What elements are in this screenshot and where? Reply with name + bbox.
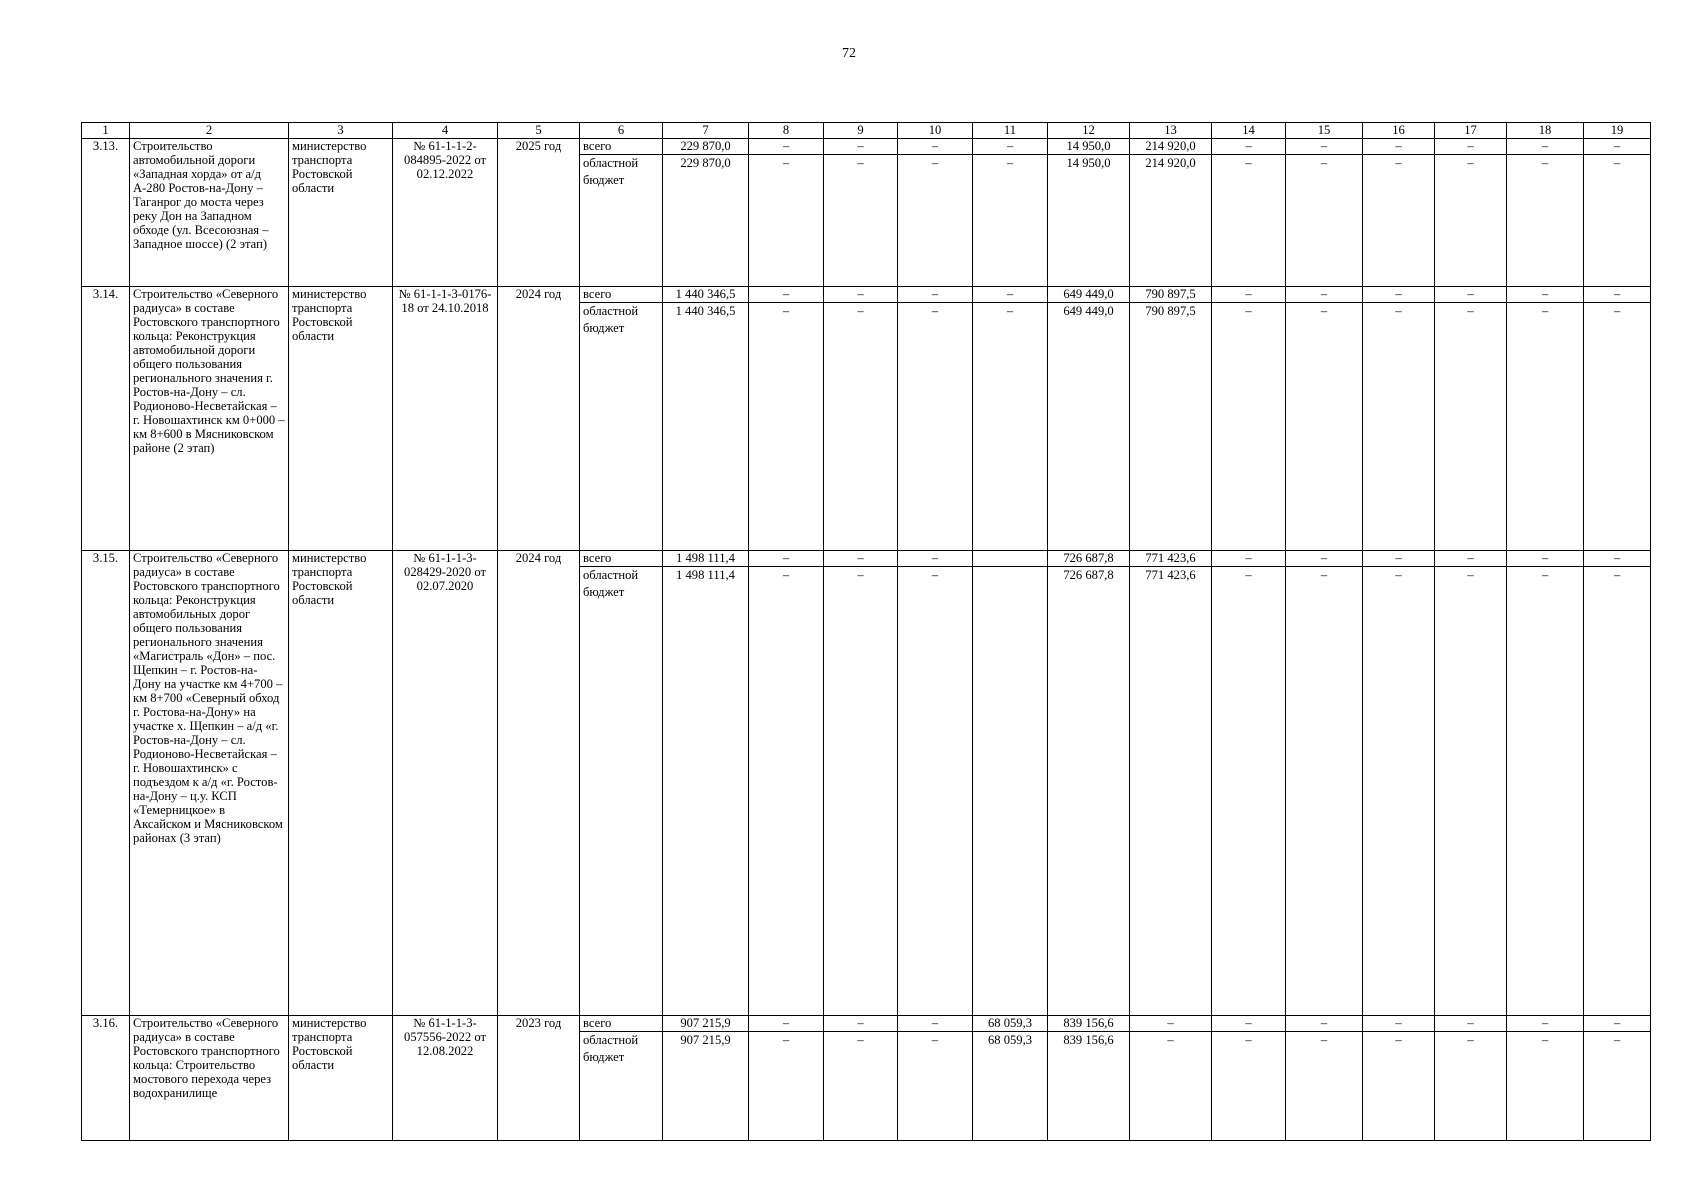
- amount-cell: 907 215,9: [663, 1016, 749, 1032]
- header-cell: 15: [1286, 123, 1363, 139]
- completion-year: 2024 год: [498, 551, 580, 1016]
- amount-cell: –: [1435, 287, 1507, 303]
- amount-cell: –: [1507, 303, 1584, 551]
- amount-cell: –: [973, 303, 1048, 551]
- amount-cell: 649 449,0: [1048, 303, 1130, 551]
- amount-cell: –: [973, 287, 1048, 303]
- amount-cell: –: [1584, 287, 1651, 303]
- responsible-org: министерство транспорта Ростовской области: [289, 287, 393, 551]
- amount-cell: –: [1435, 139, 1507, 155]
- amount-cell: –: [1212, 551, 1286, 567]
- funding-source: областной бюджет: [580, 155, 663, 287]
- amount-cell: –: [749, 567, 824, 1016]
- amount-cell: –: [898, 1016, 973, 1032]
- amount-cell: –: [1584, 155, 1651, 287]
- amount-cell: –: [1363, 1016, 1435, 1032]
- funding-source: всего: [580, 1016, 663, 1032]
- header-cell: 17: [1435, 123, 1507, 139]
- amount-cell: –: [824, 551, 898, 567]
- amount-cell: –: [1286, 1016, 1363, 1032]
- header-cell: 19: [1584, 123, 1651, 139]
- amount-cell: –: [1130, 1016, 1212, 1032]
- expertise-doc: № 61-1-1-2-084895-2022 от 02.12.2022: [393, 139, 498, 287]
- object-name: Строительство автомобильной дороги «Западная хорда» от а/д А-280 Ростов-на-Дону – Таганрог до моста через реку Дон на Западном обходе (ул. Всесоюзная – Западное шоссе) (2 этап): [130, 139, 289, 287]
- completion-year: 2023 год: [498, 1016, 580, 1141]
- header-cell: 6: [580, 123, 663, 139]
- amount-cell: –: [1363, 567, 1435, 1016]
- amount-cell: –: [898, 303, 973, 551]
- header-cell: 18: [1507, 123, 1584, 139]
- amount-cell: –: [1435, 567, 1507, 1016]
- amount-cell: [973, 567, 1048, 1016]
- amount-cell: –: [1507, 139, 1584, 155]
- amount-cell: –: [1435, 1032, 1507, 1141]
- header-cell: 1: [82, 123, 130, 139]
- table-row: [82, 1016, 1651, 1032]
- amount-cell: –: [1286, 303, 1363, 551]
- table-row: [82, 551, 1651, 567]
- amount-cell: 771 423,6: [1130, 567, 1212, 1016]
- amount-cell: –: [1584, 1032, 1651, 1141]
- header-cell: 9: [824, 123, 898, 139]
- amount-cell: –: [1286, 155, 1363, 287]
- amount-cell: 907 215,9: [663, 1032, 749, 1141]
- amount-cell: –: [1435, 1016, 1507, 1032]
- amount-cell: –: [1507, 551, 1584, 567]
- amount-cell: –: [1130, 1032, 1212, 1141]
- amount-cell: –: [1212, 1032, 1286, 1141]
- amount-cell: 214 920,0: [1130, 139, 1212, 155]
- amount-cell: –: [824, 567, 898, 1016]
- amount-cell: –: [1584, 1016, 1651, 1032]
- amount-cell: –: [1435, 155, 1507, 287]
- amount-cell: –: [749, 1016, 824, 1032]
- amount-cell: –: [1507, 287, 1584, 303]
- amount-cell: 649 449,0: [1048, 287, 1130, 303]
- expertise-doc: № 61-1-1-3-057556-2022 от 12.08.2022: [393, 1016, 498, 1141]
- amount-cell: –: [1286, 567, 1363, 1016]
- row-number: 3.13.: [82, 139, 130, 287]
- amount-cell: –: [749, 287, 824, 303]
- responsible-org: министерство транспорта Ростовской области: [289, 551, 393, 1016]
- amount-cell: –: [749, 1032, 824, 1141]
- amount-cell: –: [1286, 287, 1363, 303]
- amount-cell: 68 059,3: [973, 1016, 1048, 1032]
- header-cell: 16: [1363, 123, 1435, 139]
- amount-cell: 14 950,0: [1048, 155, 1130, 287]
- amount-cell: 839 156,6: [1048, 1032, 1130, 1141]
- amount-cell: –: [898, 287, 973, 303]
- amount-cell: 839 156,6: [1048, 1016, 1130, 1032]
- amount-cell: –: [1584, 551, 1651, 567]
- amount-cell: –: [1507, 1032, 1584, 1141]
- header-cell: 11: [973, 123, 1048, 139]
- amount-cell: –: [1212, 303, 1286, 551]
- amount-cell: –: [1435, 303, 1507, 551]
- funding-source: всего: [580, 287, 663, 303]
- amount-cell: 1 440 346,5: [663, 303, 749, 551]
- amount-cell: –: [1435, 551, 1507, 567]
- amount-cell: –: [1212, 1016, 1286, 1032]
- amount-cell: 229 870,0: [663, 155, 749, 287]
- page-number: 72: [842, 46, 856, 61]
- amount-cell: –: [973, 155, 1048, 287]
- amount-cell: –: [1507, 1016, 1584, 1032]
- header-cell: 3: [289, 123, 393, 139]
- amount-cell: –: [1286, 551, 1363, 567]
- amount-cell: 1 440 346,5: [663, 287, 749, 303]
- amount-cell: 790 897,5: [1130, 287, 1212, 303]
- amount-cell: 1 498 111,4: [663, 551, 749, 567]
- amount-cell: –: [1363, 551, 1435, 567]
- amount-cell: 68 059,3: [973, 1032, 1048, 1141]
- row-number: 3.14.: [82, 287, 130, 551]
- header-cell: 8: [749, 123, 824, 139]
- header-cell: 14: [1212, 123, 1286, 139]
- funding-source: областной бюджет: [580, 303, 663, 551]
- amount-cell: –: [898, 1032, 973, 1141]
- amount-cell: 1 498 111,4: [663, 567, 749, 1016]
- amount-cell: –: [749, 139, 824, 155]
- amount-cell: –: [824, 1032, 898, 1141]
- amount-cell: 14 950,0: [1048, 139, 1130, 155]
- amount-cell: –: [898, 567, 973, 1016]
- amount-cell: –: [1363, 287, 1435, 303]
- funding-source: областной бюджет: [580, 1032, 663, 1141]
- header-cell: 10: [898, 123, 973, 139]
- amount-cell: –: [749, 303, 824, 551]
- amount-cell: 726 687,8: [1048, 567, 1130, 1016]
- amount-cell: –: [1212, 567, 1286, 1016]
- amount-cell: –: [824, 139, 898, 155]
- completion-year: 2025 год: [498, 139, 580, 287]
- table-row: [82, 287, 1651, 303]
- amount-cell: –: [1212, 139, 1286, 155]
- amount-cell: –: [1363, 303, 1435, 551]
- amount-cell: –: [1363, 155, 1435, 287]
- funding-source: всего: [580, 139, 663, 155]
- amount-cell: –: [824, 1016, 898, 1032]
- amount-cell: –: [1212, 287, 1286, 303]
- header-cell: 4: [393, 123, 498, 139]
- object-name: Строительство «Северного радиуса» в составе Ростовского транспортного кольца: Реконструкция автомобильной дороги общего пользования регионального значения г. Ростов-на-Дону – сл. Родионово-Несветайская – г. Новошахтинск км 0+000 – км 8+600 в Мясниковском районе (2 этап): [130, 287, 289, 551]
- amount-cell: 726 687,8: [1048, 551, 1130, 567]
- responsible-org: министерство транспорта Ростовской области: [289, 139, 393, 287]
- object-name: Строительство «Северного радиуса» в составе Ростовского транспортного кольца: Реконструкция автомобильных дорог общего пользования регионального значения «Магистраль «Дон» – пос. Щепкин – г. Ростов-на-Дону на участке км 4+700 – км 8+700 «Северный обход г. Ростова-на-Дону» на участке х. Щепкин – а/д «г. Ростов-на-Дону – сл. Родионово-Несветайская – г. Новошахтинск» с подъездом к а/д «г. Ростов-на-Дону – ц.у. КСП «Темерницкое» в Аксайском и Мясниковском районах (3 этап): [130, 551, 289, 1016]
- header-row: [82, 123, 1651, 139]
- amount-cell: 214 920,0: [1130, 155, 1212, 287]
- amount-cell: –: [1584, 303, 1651, 551]
- table-row: [82, 139, 1651, 155]
- row-number: 3.16.: [82, 1016, 130, 1141]
- amount-cell: –: [1584, 139, 1651, 155]
- amount-cell: –: [1507, 155, 1584, 287]
- amount-cell: [973, 551, 1048, 567]
- funding-source: областной бюджет: [580, 567, 663, 1016]
- budget-table: [81, 122, 1651, 1141]
- object-name: Строительство «Северного радиуса» в составе Ростовского транспортного кольца: Строительство мостового перехода через водохранилище: [130, 1016, 289, 1141]
- amount-cell: –: [824, 303, 898, 551]
- completion-year: 2024 год: [498, 287, 580, 551]
- amount-cell: –: [1212, 155, 1286, 287]
- amount-cell: –: [1286, 1032, 1363, 1141]
- row-number: 3.15.: [82, 551, 130, 1016]
- amount-cell: 229 870,0: [663, 139, 749, 155]
- amount-cell: –: [824, 155, 898, 287]
- header-cell: 12: [1048, 123, 1130, 139]
- amount-cell: –: [973, 139, 1048, 155]
- amount-cell: 790 897,5: [1130, 303, 1212, 551]
- amount-cell: –: [1507, 567, 1584, 1016]
- amount-cell: –: [1286, 139, 1363, 155]
- amount-cell: –: [749, 155, 824, 287]
- header-cell: 7: [663, 123, 749, 139]
- header-cell: 5: [498, 123, 580, 139]
- responsible-org: министерство транспорта Ростовской области: [289, 1016, 393, 1141]
- amount-cell: –: [898, 155, 973, 287]
- expertise-doc: № 61-1-1-3-028429-2020 от 02.07.2020: [393, 551, 498, 1016]
- header-cell: 2: [130, 123, 289, 139]
- amount-cell: –: [824, 287, 898, 303]
- amount-cell: –: [898, 139, 973, 155]
- amount-cell: –: [898, 551, 973, 567]
- funding-source: всего: [580, 551, 663, 567]
- amount-cell: –: [749, 551, 824, 567]
- amount-cell: –: [1363, 139, 1435, 155]
- header-cell: 13: [1130, 123, 1212, 139]
- expertise-doc: № 61-1-1-3-0176-18 от 24.10.2018: [393, 287, 498, 551]
- amount-cell: 771 423,6: [1130, 551, 1212, 567]
- amount-cell: –: [1584, 567, 1651, 1016]
- amount-cell: –: [1363, 1032, 1435, 1141]
